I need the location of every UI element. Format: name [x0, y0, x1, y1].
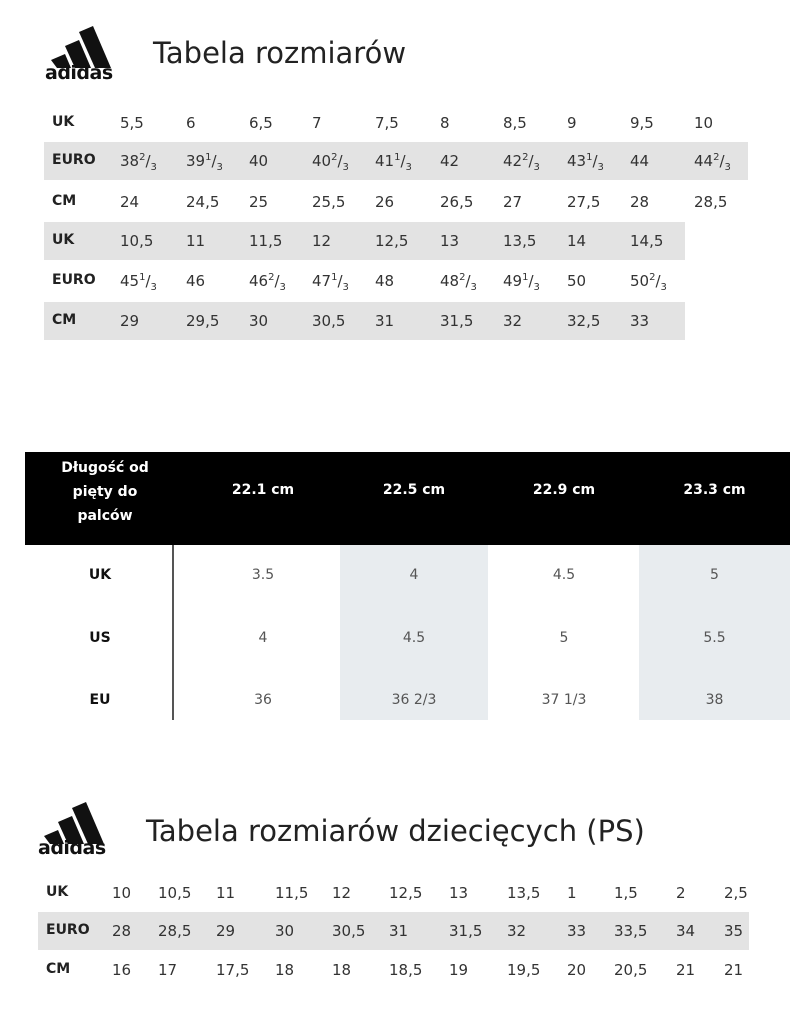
table-cell: 31,5 — [449, 922, 483, 940]
cell-whole: 39 — [186, 152, 206, 170]
table-cell: 6,5 — [249, 114, 273, 132]
cell-whole: 47 — [312, 272, 332, 290]
table-cell: 6 — [186, 114, 196, 132]
table-cell: 36 2/3 — [391, 692, 437, 708]
cell-slash: / — [400, 152, 406, 170]
cell-numerator: 1 — [522, 272, 529, 283]
table-cell: 28,5 — [694, 193, 728, 211]
cell-denominator: 3 — [342, 282, 349, 293]
table-cell: 11,5 — [275, 884, 309, 902]
table-cell: 28,5 — [158, 922, 192, 940]
cell-whole: 44 — [630, 152, 650, 170]
cell-whole: 42 — [503, 152, 523, 170]
cell-numerator: 1 — [586, 152, 593, 163]
table-cell: 1,5 — [614, 884, 638, 902]
table-cell: 5 — [710, 567, 719, 583]
table-cell: 18,5 — [389, 961, 423, 979]
table-cell: 30,5 — [312, 312, 346, 330]
page-title: Tabela rozmiarów — [153, 36, 407, 70]
header-line-1: Długość od — [61, 460, 149, 476]
table-cell: 32,5 — [567, 312, 601, 330]
table-cell: 12,5 — [389, 884, 423, 902]
cell-numerator: 2 — [649, 272, 656, 283]
cell-whole: 50 — [567, 272, 587, 290]
table-cell: 24,5 — [186, 193, 220, 211]
table-cell: 35 — [724, 922, 744, 940]
header-line-2: pięty do — [72, 484, 138, 500]
table-cell: 28 — [112, 922, 132, 940]
table-cell: 13,5 — [507, 884, 541, 902]
table-cell: 7,5 — [375, 114, 399, 132]
row-label: CM — [52, 193, 77, 209]
cell-whole: 45 — [120, 272, 140, 290]
cell-numerator: 2 — [459, 272, 466, 283]
cell-denominator: 3 — [342, 162, 349, 173]
table-cell: 30 — [249, 312, 269, 330]
table-cell: 4.5 — [552, 567, 576, 583]
table-cell: 26 — [375, 193, 395, 211]
table-cell: 5.5 — [703, 630, 726, 646]
cell-whole: 48 — [375, 272, 395, 290]
cell-slash: / — [528, 152, 534, 170]
row-label: UK — [52, 114, 75, 130]
cell-denominator: 3 — [279, 282, 286, 293]
cell-slash: / — [145, 272, 151, 290]
table-cell: 31 — [389, 922, 409, 940]
table-cell: 9,5 — [630, 114, 654, 132]
cell-slash: / — [145, 152, 151, 170]
table-cell: 8 — [440, 114, 450, 132]
table-cell: 30 — [275, 922, 295, 940]
table-cell: 20 — [567, 961, 587, 979]
row-label: US — [89, 630, 111, 646]
cell-numerator: 2 — [139, 152, 146, 163]
cell-whole: 48 — [440, 272, 460, 290]
table-cell: 29 — [120, 312, 140, 330]
cell-slash: / — [719, 152, 725, 170]
table-cell: 32 — [503, 312, 523, 330]
table-cell: 13 — [440, 232, 460, 250]
cell-numerator: 1 — [394, 152, 401, 163]
table-cell: 29,5 — [186, 312, 220, 330]
table-cell: 36 — [254, 692, 272, 708]
cell-slash: / — [337, 272, 343, 290]
table-cell: 33,5 — [614, 922, 648, 940]
cell-numerator: 1 — [331, 272, 338, 283]
table-cell: 16 — [112, 961, 132, 979]
row-label: EURO — [52, 272, 96, 288]
table-cell: 1 — [567, 884, 577, 902]
cell-slash: / — [528, 272, 534, 290]
cell-slash: / — [274, 272, 280, 290]
table-cell: 8,5 — [503, 114, 527, 132]
cell-denominator: 3 — [470, 282, 477, 293]
cell-whole: 38 — [120, 152, 140, 170]
table-cell: 30,5 — [332, 922, 366, 940]
adidas-wordmark: adidas — [45, 62, 113, 84]
cell-numerator: 1 — [139, 272, 146, 283]
table-cell: 33 — [630, 312, 650, 330]
cell-denominator: 3 — [216, 162, 223, 173]
cell-denominator: 3 — [533, 282, 540, 293]
table-cell: 28 — [630, 193, 650, 211]
cell-slash: / — [465, 272, 471, 290]
table-cell: 4.5 — [402, 630, 426, 646]
cell-whole: 42 — [440, 152, 460, 170]
column-header: 22.9 cm — [532, 482, 596, 498]
cell-whole: 46 — [249, 272, 269, 290]
row-label: EU — [89, 692, 111, 708]
cell-slash: / — [655, 272, 661, 290]
row-label: CM — [52, 312, 77, 328]
cell-slash: / — [592, 152, 598, 170]
row-label: CM — [46, 961, 71, 977]
row-label: UK — [88, 567, 112, 583]
table-cell: 3.5 — [251, 567, 275, 583]
adidas-wordmark: adidas — [38, 837, 106, 859]
table-cell: 14 — [567, 232, 587, 250]
table-cell: 13,5 — [503, 232, 537, 250]
table-cell: 33 — [567, 922, 587, 940]
table-cell: 11,5 — [249, 232, 283, 250]
cell-whole: 46 — [186, 272, 206, 290]
cell-slash: / — [337, 152, 343, 170]
table-cell: 12 — [332, 884, 352, 902]
table-cell: 2,5 — [724, 884, 748, 902]
table-cell: 5,5 — [120, 114, 144, 132]
table-cell: 20,5 — [614, 961, 648, 979]
table-cell: 14,5 — [630, 232, 664, 250]
cell-denominator: 3 — [533, 162, 540, 173]
cell-denominator: 3 — [597, 162, 604, 173]
table-cell: 18 — [332, 961, 352, 979]
table-cell: 31,5 — [440, 312, 474, 330]
table-cell: 17 — [158, 961, 178, 979]
table-cell: 11 — [216, 884, 236, 902]
cell-denominator: 3 — [660, 282, 667, 293]
table-cell: 24 — [120, 193, 140, 211]
table-cell: 32 — [507, 922, 527, 940]
table-cell: 5 — [559, 630, 569, 646]
table-cell: 18 — [275, 961, 295, 979]
table-cell: 10,5 — [120, 232, 154, 250]
column-header: 23.3 cm — [683, 482, 746, 498]
table-cell: 19 — [449, 961, 469, 979]
header-line-3: palców — [77, 508, 133, 524]
table-cell: 38 — [705, 692, 724, 708]
table-cell: 19,5 — [507, 961, 541, 979]
table-cell: 4 — [258, 630, 268, 646]
cell-denominator: 3 — [405, 162, 412, 173]
table-cell: 34 — [676, 922, 696, 940]
table-cell: 2 — [676, 884, 686, 902]
cell-whole: 41 — [375, 152, 395, 170]
column-header: 22.5 cm — [382, 482, 446, 498]
table-cell: 25 — [249, 193, 269, 211]
table-cell: 25,5 — [312, 193, 346, 211]
cell-whole: 40 — [312, 152, 332, 170]
table-cell: 29 — [216, 922, 236, 940]
table-cell: 9 — [567, 114, 577, 132]
table-cell: 4 — [409, 567, 419, 583]
table-cell: 17,5 — [216, 961, 250, 979]
table-cell: 10 — [694, 114, 714, 132]
table-cell: 26,5 — [440, 193, 474, 211]
table-cell: 12,5 — [375, 232, 409, 250]
table-cell: 21 — [676, 961, 696, 979]
cell-whole: 40 — [249, 152, 269, 170]
cell-whole: 44 — [694, 152, 714, 170]
cell-whole: 50 — [630, 272, 650, 290]
cell-denominator: 3 — [724, 162, 731, 173]
table-cell: 37 1/3 — [541, 692, 587, 708]
cell-numerator: 2 — [522, 152, 529, 163]
table-cell: 11 — [186, 232, 206, 250]
cell-denominator: 3 — [150, 282, 157, 293]
table-cell: 7 — [312, 114, 322, 132]
cell-numerator: 1 — [205, 152, 212, 163]
kids-title: Tabela rozmiarów dziecięcych (PS) — [146, 814, 645, 848]
cell-whole: 43 — [567, 152, 587, 170]
cell-denominator: 3 — [150, 162, 157, 173]
table-cell: 27,5 — [567, 193, 601, 211]
table-cell: 12 — [312, 232, 332, 250]
row-label: UK — [52, 232, 75, 248]
cell-slash: / — [211, 152, 217, 170]
cell-numerator: 2 — [331, 152, 338, 163]
table-cell: 13 — [449, 884, 469, 902]
row-label: UK — [46, 884, 69, 900]
cell-numerator: 2 — [713, 152, 720, 163]
table-cell: 31 — [375, 312, 395, 330]
column-header: 22.1 cm — [231, 482, 295, 498]
cell-numerator: 2 — [268, 272, 275, 283]
table-cell: 21 — [724, 961, 744, 979]
table-cell: 27 — [503, 193, 523, 211]
table-cell: 10,5 — [158, 884, 192, 902]
row-label: EURO — [52, 152, 96, 168]
row-label: EURO — [46, 922, 90, 938]
cell-whole: 49 — [503, 272, 523, 290]
table-cell: 10 — [112, 884, 132, 902]
